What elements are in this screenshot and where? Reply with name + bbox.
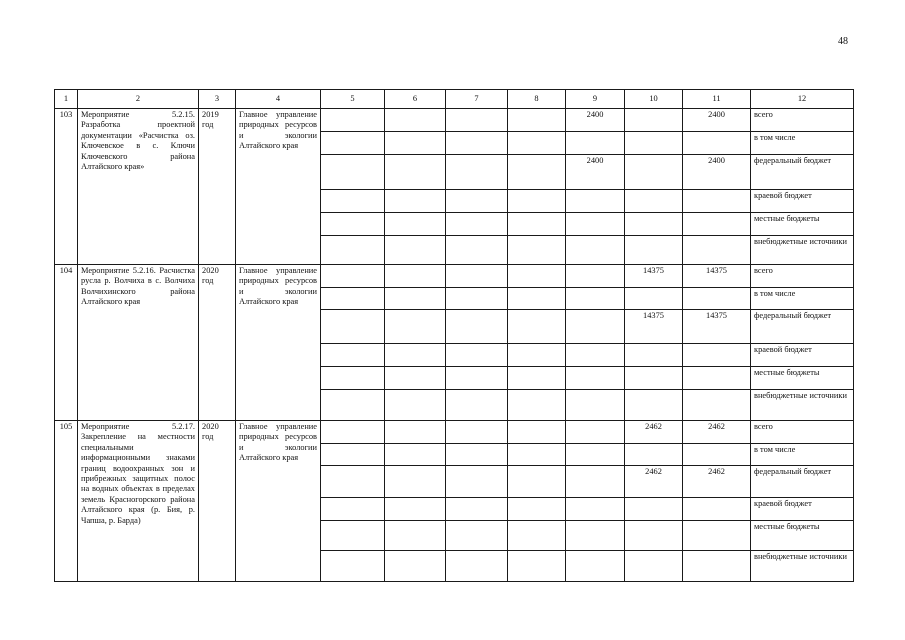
amount-cell: 14375 <box>683 265 751 288</box>
funding-source-label: краевой бюджет <box>751 498 854 521</box>
program-activities-table <box>54 89 854 582</box>
amount-cell <box>566 466 625 498</box>
funding-source-label: внебюджетные источники <box>751 551 854 582</box>
amount-cell: 2400 <box>566 155 625 190</box>
row-number: 103 <box>55 109 78 265</box>
header-cell: 1 <box>55 90 78 109</box>
funding-source-label: федеральный бюджет <box>751 466 854 498</box>
header-cell: 9 <box>566 90 625 109</box>
table-row <box>55 265 854 288</box>
header-cell: 10 <box>625 90 683 109</box>
row-number: 104 <box>55 265 78 421</box>
funding-source-label: всего <box>751 265 854 288</box>
funding-source-label: в том числе <box>751 444 854 466</box>
activity-year: 2019 год <box>199 109 236 265</box>
activity-year: 2020 год <box>199 421 236 582</box>
activity-year: 2020 год <box>199 265 236 421</box>
page-number: 48 <box>838 36 848 47</box>
amount-cell: 14375 <box>683 310 751 344</box>
amount-cell: 2462 <box>683 466 751 498</box>
funding-source-label: всего <box>751 421 854 444</box>
activity-executor: Главное управление природных ресурсов и экологии Алтайского края <box>236 109 321 265</box>
funding-source-label: краевой бюджет <box>751 344 854 367</box>
funding-source-label: внебюджетные источники <box>751 236 854 265</box>
funding-source-label: внебюджетные источники <box>751 390 854 421</box>
row-number: 105 <box>55 421 78 582</box>
amount-cell: 14375 <box>625 265 683 288</box>
funding-source-label: местные бюджеты <box>751 213 854 236</box>
header-cell: 8 <box>508 90 566 109</box>
amount-cell: 2400 <box>566 109 625 132</box>
activity-executor: Главное управление природных ресурсов и экологии Алтайского края <box>236 265 321 421</box>
funding-source-label: федеральный бюджет <box>751 155 854 190</box>
amount-cell: 2400 <box>683 155 751 190</box>
funding-source-label: в том числе <box>751 132 854 155</box>
amount-cell: 2462 <box>625 466 683 498</box>
amount-cell <box>566 265 625 288</box>
header-cell: 3 <box>199 90 236 109</box>
activity-description: Мероприятие 5.2.17. Закрепление на местности специальными информационными знаками границ водоохранных зон и прибрежных защитных полос на водных объектах в пределах земель Красногорского района Алтайского края (р. Бия, р. Чапша, р. Барда) <box>78 421 199 582</box>
table-row <box>55 109 854 132</box>
header-cell: 7 <box>446 90 508 109</box>
amount-cell: 2462 <box>683 421 751 444</box>
funding-source-label: местные бюджеты <box>751 521 854 551</box>
funding-source-label: местные бюджеты <box>751 367 854 390</box>
amount-cell <box>566 310 625 344</box>
amount-cell <box>566 421 625 444</box>
funding-source-label: всего <box>751 109 854 132</box>
amount-cell: 2462 <box>625 421 683 444</box>
activity-description: Мероприятие 5.2.15. Разработка проектной документации «Расчистка оз. Ключевское в с. Ключи Ключевского района Алтайского края» <box>78 109 199 265</box>
amount-cell: 2400 <box>683 109 751 132</box>
funding-source-label: краевой бюджет <box>751 190 854 213</box>
table-row <box>55 421 854 444</box>
funding-source-label: федеральный бюджет <box>751 310 854 344</box>
amount-cell <box>625 155 683 190</box>
header-cell: 4 <box>236 90 321 109</box>
activity-executor: Главное управление природных ресурсов и экологии Алтайского края <box>236 421 321 582</box>
funding-source-label: в том числе <box>751 288 854 310</box>
amount-cell: 14375 <box>625 310 683 344</box>
header-cell: 12 <box>751 90 854 109</box>
header-cell: 5 <box>321 90 385 109</box>
activity-description: Мероприятие 5.2.16. Расчистка русла р. Волчиха в с. Волчиха Волчихинского района Алтайского края <box>78 265 199 421</box>
amount-cell <box>625 109 683 132</box>
header-cell: 11 <box>683 90 751 109</box>
header-cell: 6 <box>385 90 446 109</box>
column-number-header-row <box>55 90 854 109</box>
header-cell: 2 <box>78 90 199 109</box>
